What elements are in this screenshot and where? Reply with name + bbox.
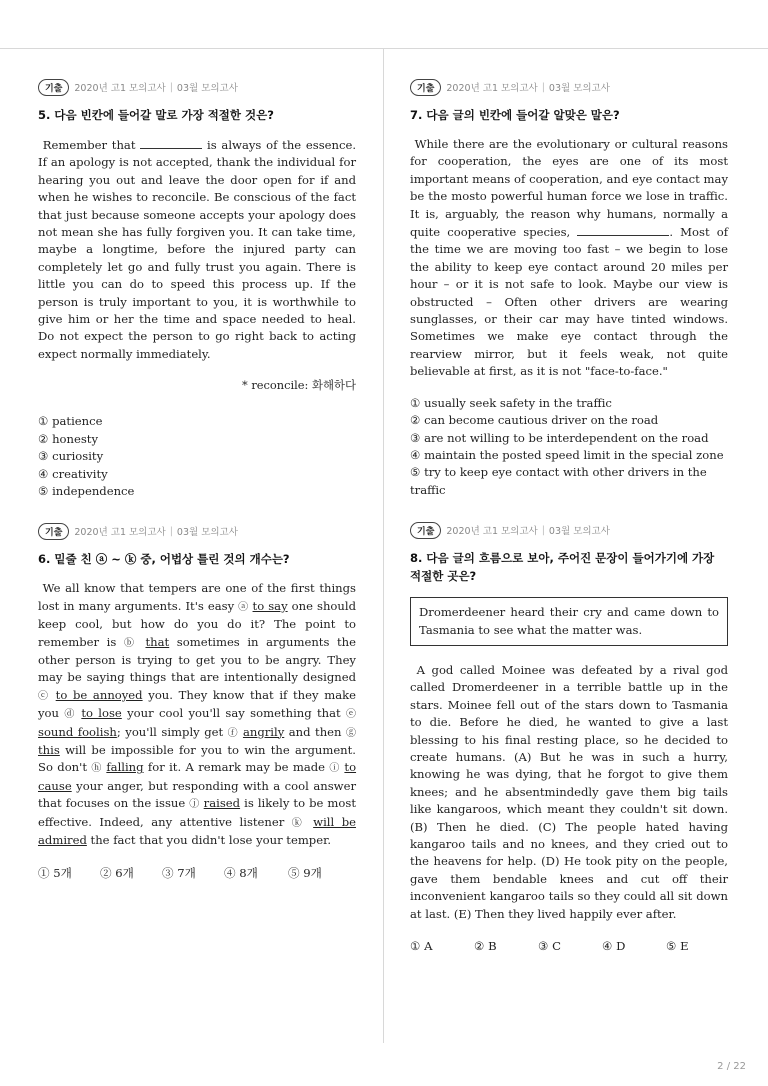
left-column bbox=[38, 78, 356, 881]
q6-text: one should keep cool, but how do you do it? The point to remember is bbox=[38, 598, 356, 649]
q6-choices bbox=[38, 865, 356, 881]
q5-choice-5[interactable]: ⑤ independence bbox=[38, 483, 135, 498]
q6-choice-2[interactable]: ② 6개 bbox=[100, 866, 134, 881]
q7-passage-rest: . Most of the time we are moving too fast – we begin to lose the ability to keep eye contact around 20 miles per hour – or it is not safe to look. Maybe our view is obstructed – Often other drivers are wearing sunglasses, or their car may have tinted windows. Sometimes we make eye contact through the rearview mirror, but it feels weak, not quite believable at first, as it is not "face-to-face." bbox=[410, 225, 729, 379]
q6-underline-d: to lose bbox=[81, 706, 122, 721]
q7-title: 7. 다음 글의 빈칸에 들어갈 알맞은 말은? bbox=[410, 108, 620, 122]
q6-marker-h: ⓗ bbox=[91, 763, 102, 775]
column-divider bbox=[383, 49, 384, 1043]
q8-passage bbox=[410, 662, 728, 923]
q8-source: 기출 2020년 고1 모의고사 | 03월 모의고사 bbox=[410, 521, 728, 539]
q7-choices bbox=[410, 395, 728, 499]
q5-passage-rest: is always of the essence. If an apology is not accepted, thank the individual for hearing you out and leave the door open for if and when he wishes to reconcile. Be conscious of the fact that just because someone accepts your apology does not mean she has fully forgiven you. It can take time, maybe a longtime, before the injured party can completely let go and fully trust you again. There is little you can do to speed this process up. If the person is truly important to you, it is worthwhile to give him or her the time and space needed to heal. Do not expect the person to go right back to acting expect normally immediately. bbox=[38, 138, 357, 361]
page-number: 2 / 22 bbox=[717, 1061, 746, 1072]
q6-underline-i: to cause bbox=[38, 760, 357, 793]
question-7 bbox=[410, 78, 728, 499]
q7-source-year: 2020년 고1 모의고사 bbox=[446, 83, 538, 94]
q6-choice-1[interactable]: ① 5개 bbox=[38, 866, 72, 881]
q5-title: 5. 다음 빈칸에 들어갈 말로 가장 적절한 것은? bbox=[38, 108, 274, 122]
q6-text: sometimes in arguments the other person is trying to get you to be angry. They may be saying things that are intentionally designed bbox=[38, 634, 356, 685]
q5-source: 기출 2020년 고1 모의고사 | 03월 모의고사 bbox=[38, 78, 356, 96]
q5-choices bbox=[38, 413, 356, 500]
q6-choice-3[interactable]: ③ 7개 bbox=[162, 866, 196, 881]
q6-text: your cool you'll say something that bbox=[121, 706, 347, 721]
q6-passage bbox=[38, 580, 356, 849]
q6-source-month: 03월 모의고사 bbox=[176, 527, 238, 539]
q5-source-month: 03월 모의고사 bbox=[176, 83, 238, 94]
q6-marker-e: ⓔ bbox=[346, 709, 357, 721]
q8-source-month: 03월 모의고사 bbox=[548, 526, 610, 538]
q6-marker-c: ⓒ bbox=[38, 690, 50, 702]
q6-marker-k: ⓚ bbox=[291, 817, 306, 829]
q6-marker-d: ⓓ bbox=[64, 709, 76, 721]
q5-source-year: 2020년 고1 모의고사 bbox=[74, 83, 166, 94]
q6-text: ; you'll simply get bbox=[116, 724, 228, 739]
q6-choice-5[interactable]: ⑤ 9개 bbox=[288, 866, 322, 881]
q6-text: is likely to be most effective. Indeed, any attentive listener bbox=[38, 796, 356, 829]
q6-marker-g: ⓖ bbox=[346, 727, 357, 739]
q6-underline-g: this bbox=[38, 742, 60, 757]
q7-source: 기출 2020년 고1 모의고사 | 03월 모의고사 bbox=[410, 78, 728, 96]
q6-underline-j: raised bbox=[203, 796, 241, 811]
q7-passage bbox=[410, 136, 728, 381]
q8-title: 8. 다음 글의 흐름으로 보아, 주어진 문장이 들어가기에 가장 적절한 곳은? bbox=[410, 551, 715, 584]
q7-choice-4[interactable]: ④ maintain the posted speed limit in the special zone bbox=[410, 447, 724, 462]
q7-choice-1[interactable]: ① usually seek safety in the traffic bbox=[410, 395, 612, 410]
q6-text: We all know that tempers are one of the first things lost in many arguments. It's easy bbox=[38, 581, 356, 613]
q5-blank bbox=[140, 136, 202, 149]
q7-tag: 기출 bbox=[410, 79, 441, 96]
q6-underline-c: to be annoyed bbox=[55, 687, 143, 702]
q8-choice-2[interactable]: ② B bbox=[474, 939, 497, 954]
q6-underline-h: falling bbox=[106, 760, 144, 775]
q5-tag: 기출 bbox=[38, 79, 69, 96]
q6-underline-b: that bbox=[145, 634, 170, 649]
q6-source: 기출 2020년 고1 모의고사 | 03월 모의고사 bbox=[38, 522, 356, 540]
q6-marker-b: ⓑ bbox=[123, 637, 138, 649]
q6-text: and then bbox=[284, 724, 347, 739]
q5-choice-2[interactable]: ② honesty bbox=[38, 431, 99, 446]
q6-text: your anger, but responding with a cool answer that focuses on the issue bbox=[38, 778, 356, 811]
q8-given-sentence: Dromerdeener heard their cry and came down to Tasmania to see what the matter was. bbox=[410, 597, 728, 646]
q8-tag: 기출 bbox=[410, 522, 441, 539]
q6-source-year: 2020년 고1 모의고사 bbox=[74, 527, 166, 539]
q8-choices bbox=[410, 939, 728, 953]
q5-passage bbox=[38, 136, 356, 363]
q6-underline-f: angrily bbox=[242, 724, 285, 739]
q6-marker-f: ⓕ bbox=[227, 727, 239, 739]
q8-choice-1[interactable]: ① A bbox=[410, 939, 433, 954]
q7-blank bbox=[577, 223, 669, 236]
q6-text: will be impossible for you to win the argument. So don't bbox=[38, 742, 356, 775]
q6-text: you. They know that if they make you bbox=[38, 687, 357, 721]
q7-choice-2[interactable]: ② can become cautious driver on the road bbox=[410, 413, 659, 428]
q7-choice-3[interactable]: ③ are not willing to be interdependent on the road bbox=[410, 430, 709, 445]
q8-choice-5[interactable]: ⑤ E bbox=[666, 939, 689, 954]
q6-text: for it. A remark may be made bbox=[143, 760, 330, 775]
q6-underline-a: to say bbox=[252, 598, 288, 613]
q6-underline-k: will be admired bbox=[38, 814, 356, 847]
q8-choice-3[interactable]: ③ C bbox=[538, 939, 561, 954]
q6-marker-a: ⓐ bbox=[238, 601, 249, 613]
q6-marker-i: ⓘ bbox=[329, 763, 341, 775]
q6-choice-4[interactable]: ④ 8개 bbox=[224, 866, 258, 881]
question-8 bbox=[410, 521, 728, 953]
q5-choice-3[interactable]: ③ curiosity bbox=[38, 449, 104, 464]
q7-choice-5[interactable]: ⑤ try to keep eye contact with other drivers in the traffic bbox=[410, 465, 707, 497]
q6-tag: 기출 bbox=[38, 523, 69, 540]
q7-source-month: 03월 모의고사 bbox=[548, 83, 610, 94]
question-6 bbox=[38, 522, 356, 881]
q8-choice-4[interactable]: ④ D bbox=[602, 939, 626, 954]
header-rule bbox=[0, 48, 768, 49]
q7-passage-start: While there are the evolutionary or cultural reasons for cooperation, the eyes are one of its most important means of cooperation, and eye contact may be the mosto powerful human force we lose in traffic. It is, arguably, the reason why humans, normally a quite cooperative species, bbox=[410, 137, 728, 240]
q6-underline-e: sound foolish bbox=[38, 724, 117, 739]
q6-title: 6. 밑줄 친 ⓐ ~ ⓚ 중, 어법상 틀린 것의 개수는? bbox=[38, 552, 290, 567]
q5-choice-4[interactable]: ④ creativity bbox=[38, 466, 108, 481]
q5-choice-1[interactable]: ① patience bbox=[38, 414, 103, 429]
q6-text: the fact that you didn't lose your temper. bbox=[86, 833, 332, 847]
q5-passage-start: Remember that bbox=[42, 138, 136, 152]
right-column bbox=[410, 78, 728, 953]
q8-source-year: 2020년 고1 모의고사 bbox=[446, 526, 538, 538]
q5-footnote: * reconcile: 화해하다 bbox=[242, 378, 356, 393]
q8-passage-text: A god called Moinee was defeated by a rival god called Dromerdeener in a terrible battle up in the stars. Moinee fell out of the stars down to Tasmania to die. Before he died, he wanted to give a last blessing to his final resting place, so he decided to create humans. (A) But he was in such a hurry, knowing he was dying, that he forgot to give them knees; and he absentmindedly gave them big tails like kangaroos, which meant they couldn't sit down. (B) Then he died. (C) The people hated having kangaroo tails and no knees, and they cried out to the heavens for help. (D) He took pity on the people, gave them bendable knees and cut off their inconvenient kangaroo tails so they could all sit down at last. (E) Then they lived happily ever after. bbox=[410, 662, 728, 921]
question-5 bbox=[38, 78, 356, 500]
q6-marker-j: ⓙ bbox=[189, 799, 200, 811]
